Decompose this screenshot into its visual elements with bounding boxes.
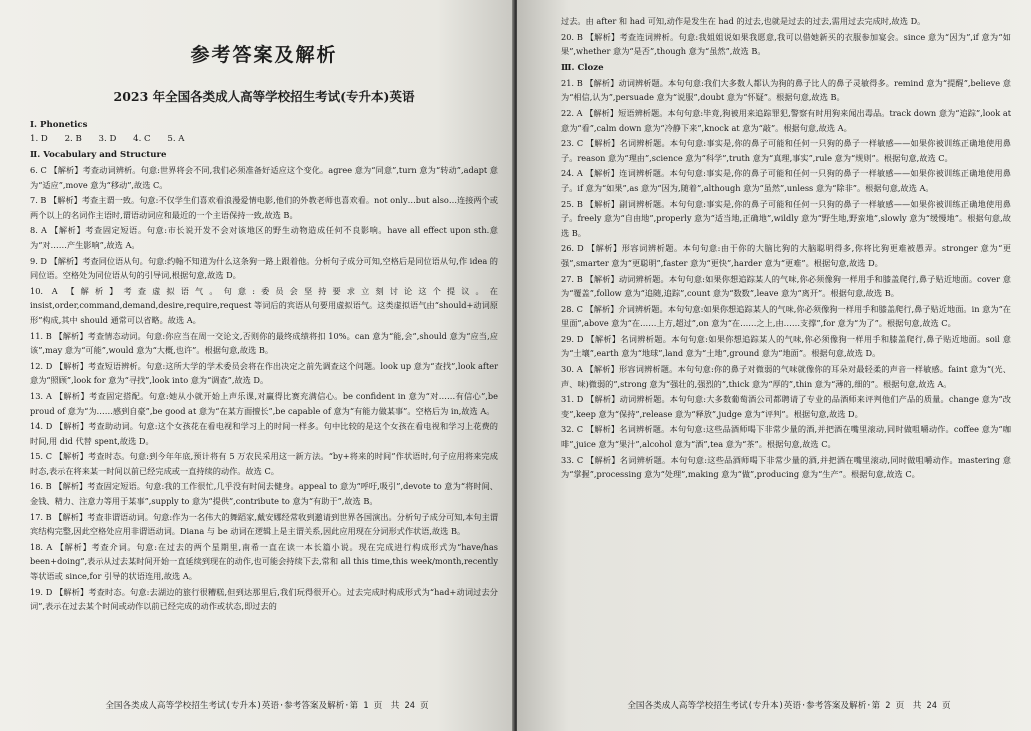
answer-2: 2. B <box>64 134 82 144</box>
answer-item-14: 14. D 【解析】考查助动词。句意:这个女孩花在看电视和学习上的时间一样多。句中比较的是这个女孩在看电视和学习上花费的时间,用 did 代替 spent,故选 D。 <box>30 421 498 446</box>
answer-item-20: 20. B 【解析】考查连词辨析。句意:我姐姐说如果我愿意,我可以借她新买的衣服参加宴会。since 意为“因为”,if 意为“如果”,whether 意为“是否”,though 意为“虽然”,故选 B。 <box>561 31 1011 57</box>
answer-item-27: 27. B 【解析】动词辨析题。本句句意:如果你想追踪某人的气味,你必须像狗一样用手和膝盖爬行,鼻子贴近地面。cover 意为“覆盖”,follow 意为“追随,追踪”,count 意为“数数”,leave 意为“离开”。根据句意,故选 B。 <box>561 273 1011 299</box>
section-heading-cloze: Ⅲ. Cloze <box>561 62 604 73</box>
answer-item-22: 22. A 【解析】短语辨析题。本句句意:毕竟,狗被用来追踪罪犯,警察有时用狗来闻出毒品。track down 意为“追踪”,look at 意为“看”,calm down 意为“冷静下来”,knock at 意为“敲”。根据句意,故选 A。 <box>561 107 1011 133</box>
answer-item-30: 30. A 【解析】形容词辨析题。本句句意:你的鼻子对微弱的气味就像你的耳朵对最轻柔的声音一样敏感。faint 意为“(光、声、味)微弱的”,strong 意为“强壮的,强烈的”,thick 意为“厚的”,thin 意为“薄的,细的”。根据句意,故选 A。 <box>561 364 1011 389</box>
answer-item-31: 31. D 【解析】动词辨析题。本句句意:大多数葡萄酒公司都聘请了专业的品酒师来评判他们产品的质量。change 意为“改变”,keep 意为“保持”,release 意为“释放”,judge 意为“评判”。根据句意,故选 D。 <box>561 394 1011 419</box>
answer-item-24: 24. A 【解析】连词辨析题。本句句意:事实是,你的鼻子可能和任何一只狗的鼻子一样敏感——如果你被训练正确地使用鼻子。if 意为“如果”,as 意为“因为,随着”,although 意为“虽然”,unless 意为“除非”。根据句意,故选 A。 <box>561 168 1011 193</box>
right-page <box>517 0 1031 731</box>
phonetics-answers <box>30 133 498 145</box>
answer-4: 4. C <box>133 134 151 144</box>
answer-item-23: 23. C 【解析】名词辨析题。本句句意:事实是,你的鼻子可能和任何一只狗的鼻子一样敏感——如果你被训练正确地使用鼻子。reason 意为“理由”,science 意为“科学”,truth 意为“真理,事实”,rule 意为“规则”。根据句意,故选 C。 <box>561 138 1011 163</box>
answer-item-19: 19. D 【解析】考查时态。句意:去湖边的旅行很糟糕,但到达那里后,我们玩得很开心。过去完成时构成形式为“had+动词过去分词”,表示在过去某个时间或动作以前已经完成的动作或状态,即过去的 <box>30 586 498 612</box>
answer-item-33: 33. C 【解析】名词辨析题。本句句意:这些品酒师喝下非常少量的酒,并把酒在嘴里滚动,同时做咀嚼动作。mastering 意为“掌握”,processing 意为“处理”,making 意为“做”,producing 意为“生产”。根据句意,故选 C。 <box>561 454 1011 480</box>
answer-item-9: 9. D 【解析】考查同位语从句。句意:约翰不知道为什么这条狗一路上跟着他。分析句子成分可知,空格后是同位语从句,作 idea 的同位语。空格处为同位语从句的引导词,根据句意,故选 D。 <box>30 255 498 281</box>
answer-1: 1. D <box>30 134 48 144</box>
answer-item-19-continuation: 过去。由 after 和 had 可知,动作是发生在 had 的过去,也就是过去的过去,需用过去完成时,故选 D。 <box>561 16 926 26</box>
answer-item-17: 17. B 【解析】考查非谓语动词。句意:作为一名伟大的舞蹈家,戴安娜经常收到邀请到世界各国演出。分析句子成分可知,本句主谓宾结构完整,因此空格处应用非谓语动词。Diana 与 be 动词在逻辑上是主谓关系,因此应用现在分词形式作状语,故选 B。 <box>30 511 498 537</box>
section-heading-vocabulary: Ⅱ. Vocabulary and Structure <box>30 150 167 160</box>
answer-item-8: 8. A 【解析】考查固定短语。句意:市长说开发不会对该地区的野生动物造成任何不良影响。have all effect upon sth.意为“对……产生影响”,故选 A。 <box>30 225 498 250</box>
answer-3: 3. D <box>98 134 117 144</box>
answer-item-11: 11. B 【解析】考查情态动词。句意:你应当在周一交论文,否则你的最终成绩将扣 10%。can 意为“能,会”,should 意为“应当,应该”,may 意为“可能”,would 意为“大概,也许”。根据句意,故选 B。 <box>30 330 498 356</box>
left-page <box>0 0 514 731</box>
section-heading-phonetics: Ⅰ. Phonetics <box>30 120 88 130</box>
answer-item-16: 16. B 【解析】考查固定短语。句意:我的工作很忙,几乎没有时间去健身。appeal to 意为“呼吁,吸引”,devote to 意为“将时间、金钱、精力、注意力等用于某事”,supply to 意为“提供”,contribute to 意为“有助于”,故选 B。 <box>30 481 498 507</box>
answer-item-13: 13. A 【解析】考查固定搭配。句意:她从小就开始上声乐课,对赢得比赛充满信心。be confident in 意为“对……有信心”,be proud of 意为“为……感到自豪”,be good at 意为“在某方面擅长”,be capable of 意为“有能力做某事”。空格后为 in,故选 A。 <box>30 390 498 416</box>
answer-item-10: 10. A 【解析】考查虚拟语气。句意:委员会坚持要求立刻讨论这个提议。在 insist,order,command,demand,desire,require,request 等词后的宾语从句要用虚拟语气。这类虚拟语气由“should+动词原形”构成,其中 should 通常可以省略。故选 A。 <box>30 285 498 325</box>
answer-item-6: 6. C 【解析】考查动词辨析。句意:世界将会不同,我们必须准备好适应这个变化。agree 意为“同意”,turn 意为“转动”,adapt 意为“适应”,move 意为“移动”,故选 C。 <box>30 165 498 190</box>
page-title: 参考答案及解析 <box>190 44 338 66</box>
answer-item-21: 21. B 【解析】动词辨析题。本句句意:我们大多数人都认为狗的鼻子比人的鼻子灵敏得多。remind 意为“提醒”,believe 意为“相信,认为”,persuade 意为“说服”,doubt 意为“怀疑”。根据句意,故选 B。 <box>561 77 1011 103</box>
exam-subtitle: 2023 年全国各类成人高等学校招生考试(专升本)英语 <box>113 89 415 104</box>
answer-item-15: 15. C 【解析】考查时态。句意:到今年年底,预计将有 5 万农民采用这一新方法。“by+将来的时间”作状语时,句子应用将来完成时态,表示在将来某一时间以前已经完成或一直持续的动作。故选 C。 <box>30 451 498 476</box>
answer-item-18: 18. A 【解析】考查介词。句意:在过去的两个星期里,南希一直在读一本长篇小说。现在完成进行构成形式为“have/has been+doing”,表示从过去某时间开始一直延续到现在的动作,也可能会持续下去,常和 all this time,this week/month,recently 等状语或 since,for 引导的状语连用,故选 A。 <box>30 541 498 582</box>
answer-item-32: 32. C 【解析】名词辨析题。本句句意:这些品酒师喝下非常少量的酒,并把酒在嘴里滚动,同时做咀嚼动作。coffee 意为“咖啡”,juice 意为“果汁”,alcohol 意为“酒”,tea 意为“茶”。根据句意,故选 C。 <box>561 424 1011 450</box>
page-footer: 全国各类成人高等学校招生考试(专升本)英语·参考答案及解析·第 1 页 共 24 页 <box>105 701 429 711</box>
answer-item-29: 29. D 【解析】名词辨析题。本句句意:如果你想追踪某人的气味,你必须像狗一样用手和膝盖爬行,鼻子贴近地面。soil 意为“土壤”,earth 意为“地球”,land 意为“土地”,ground 意为“地面”。根据句意,故选 D。 <box>561 333 1011 359</box>
answer-item-28: 28. C 【解析】介词辨析题。本句句意:如果你想追踪某人的气味,你必须像狗一样用手和膝盖爬行,鼻子贴近地面。in 意为“在里面”,above 意为“在……上方,超过”,on 意为“在……之上,由……支撑”,for 意为“为了”。根据句意,故选 C。 <box>561 303 1011 329</box>
answer-item-12: 12. D 【解析】考查短语辨析。句意:这所大学的学术委员会将在作出决定之前先调查这个问题。look up 意为“查找”,look after 意为“照顾”,look for 意为“寻找”,look into 意为“调查”,故选 D。 <box>30 360 498 386</box>
answer-5: 5. A <box>167 134 185 144</box>
answer-item-7: 7. B 【解析】考查主谓一致。句意:不仅学生们喜欢看浪漫爱情电影,他们的外教老师也喜欢看。not only…but also…连接两个或两个以上的名词作主语时,谓语动词应和最近的一个主语保持一致,故选 B。 <box>30 195 498 220</box>
page-footer: 全国各类成人高等学校招生考试(专升本)英语·参考答案及解析·第 2 页 共 24 页 <box>627 701 951 711</box>
answer-item-26: 26. D 【解析】形容词辨析题。本句句意:由于你的大脑比狗的大脑聪明得多,你将比狗更难被愚弄。stronger 意为“更强”,smarter 意为“更聪明”,faster 意为“更快”,harder 意为“更难”。根据句意,故选 D。 <box>561 243 1011 268</box>
answer-item-25: 25. B 【解析】副词辨析题。本句句意:事实是,你的鼻子可能和任何一只狗的鼻子一样敏感——如果你被训练正确地使用鼻子。freely 意为“自由地”,properly 意为“适当地,正确地”,wildly 意为“野生地,野蛮地”,slowly 意为“缓慢地”。根据句意,故选 B。 <box>561 198 1011 238</box>
